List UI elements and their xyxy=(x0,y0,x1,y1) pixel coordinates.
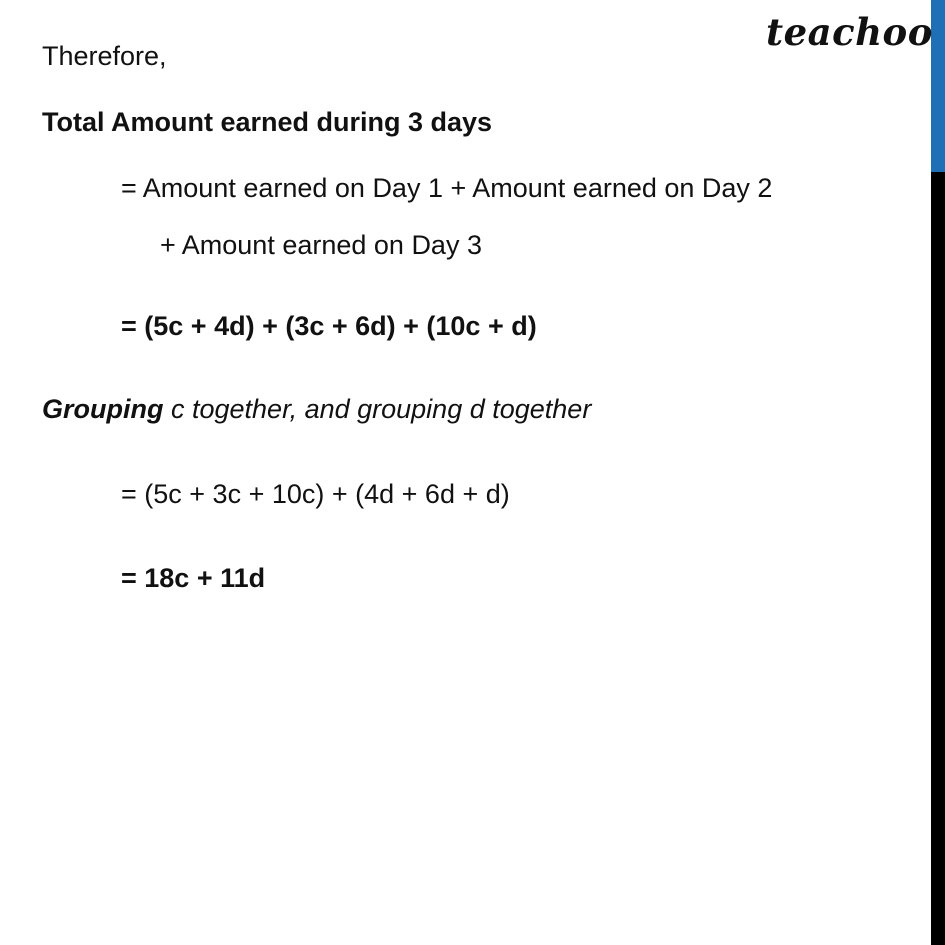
right-sidebar-bar xyxy=(931,0,945,945)
grouped-expression: = (5c + 3c + 10c) + (4d + 6d + d) xyxy=(121,479,510,509)
grouping-line xyxy=(42,396,591,423)
expression-line: = (5c + 4d) + (3c + 6d) + (10c + d) xyxy=(121,311,537,341)
teachoo-logo: teachoo xyxy=(766,10,933,54)
grouping-description: c together, and grouping d together xyxy=(163,394,592,424)
grouping-keyword: Grouping xyxy=(42,394,164,424)
therefore-text: Therefore, xyxy=(42,41,167,71)
sidebar-accent-bar xyxy=(931,0,945,172)
final-result: = 18c + 11d xyxy=(121,563,266,593)
sum-line-1: = Amount earned on Day 1 + Amount earned on Day 2 xyxy=(121,173,773,203)
sum-line-2: + Amount earned on Day 3 xyxy=(160,230,482,260)
section-heading: Total Amount earned during 3 days xyxy=(42,107,493,137)
